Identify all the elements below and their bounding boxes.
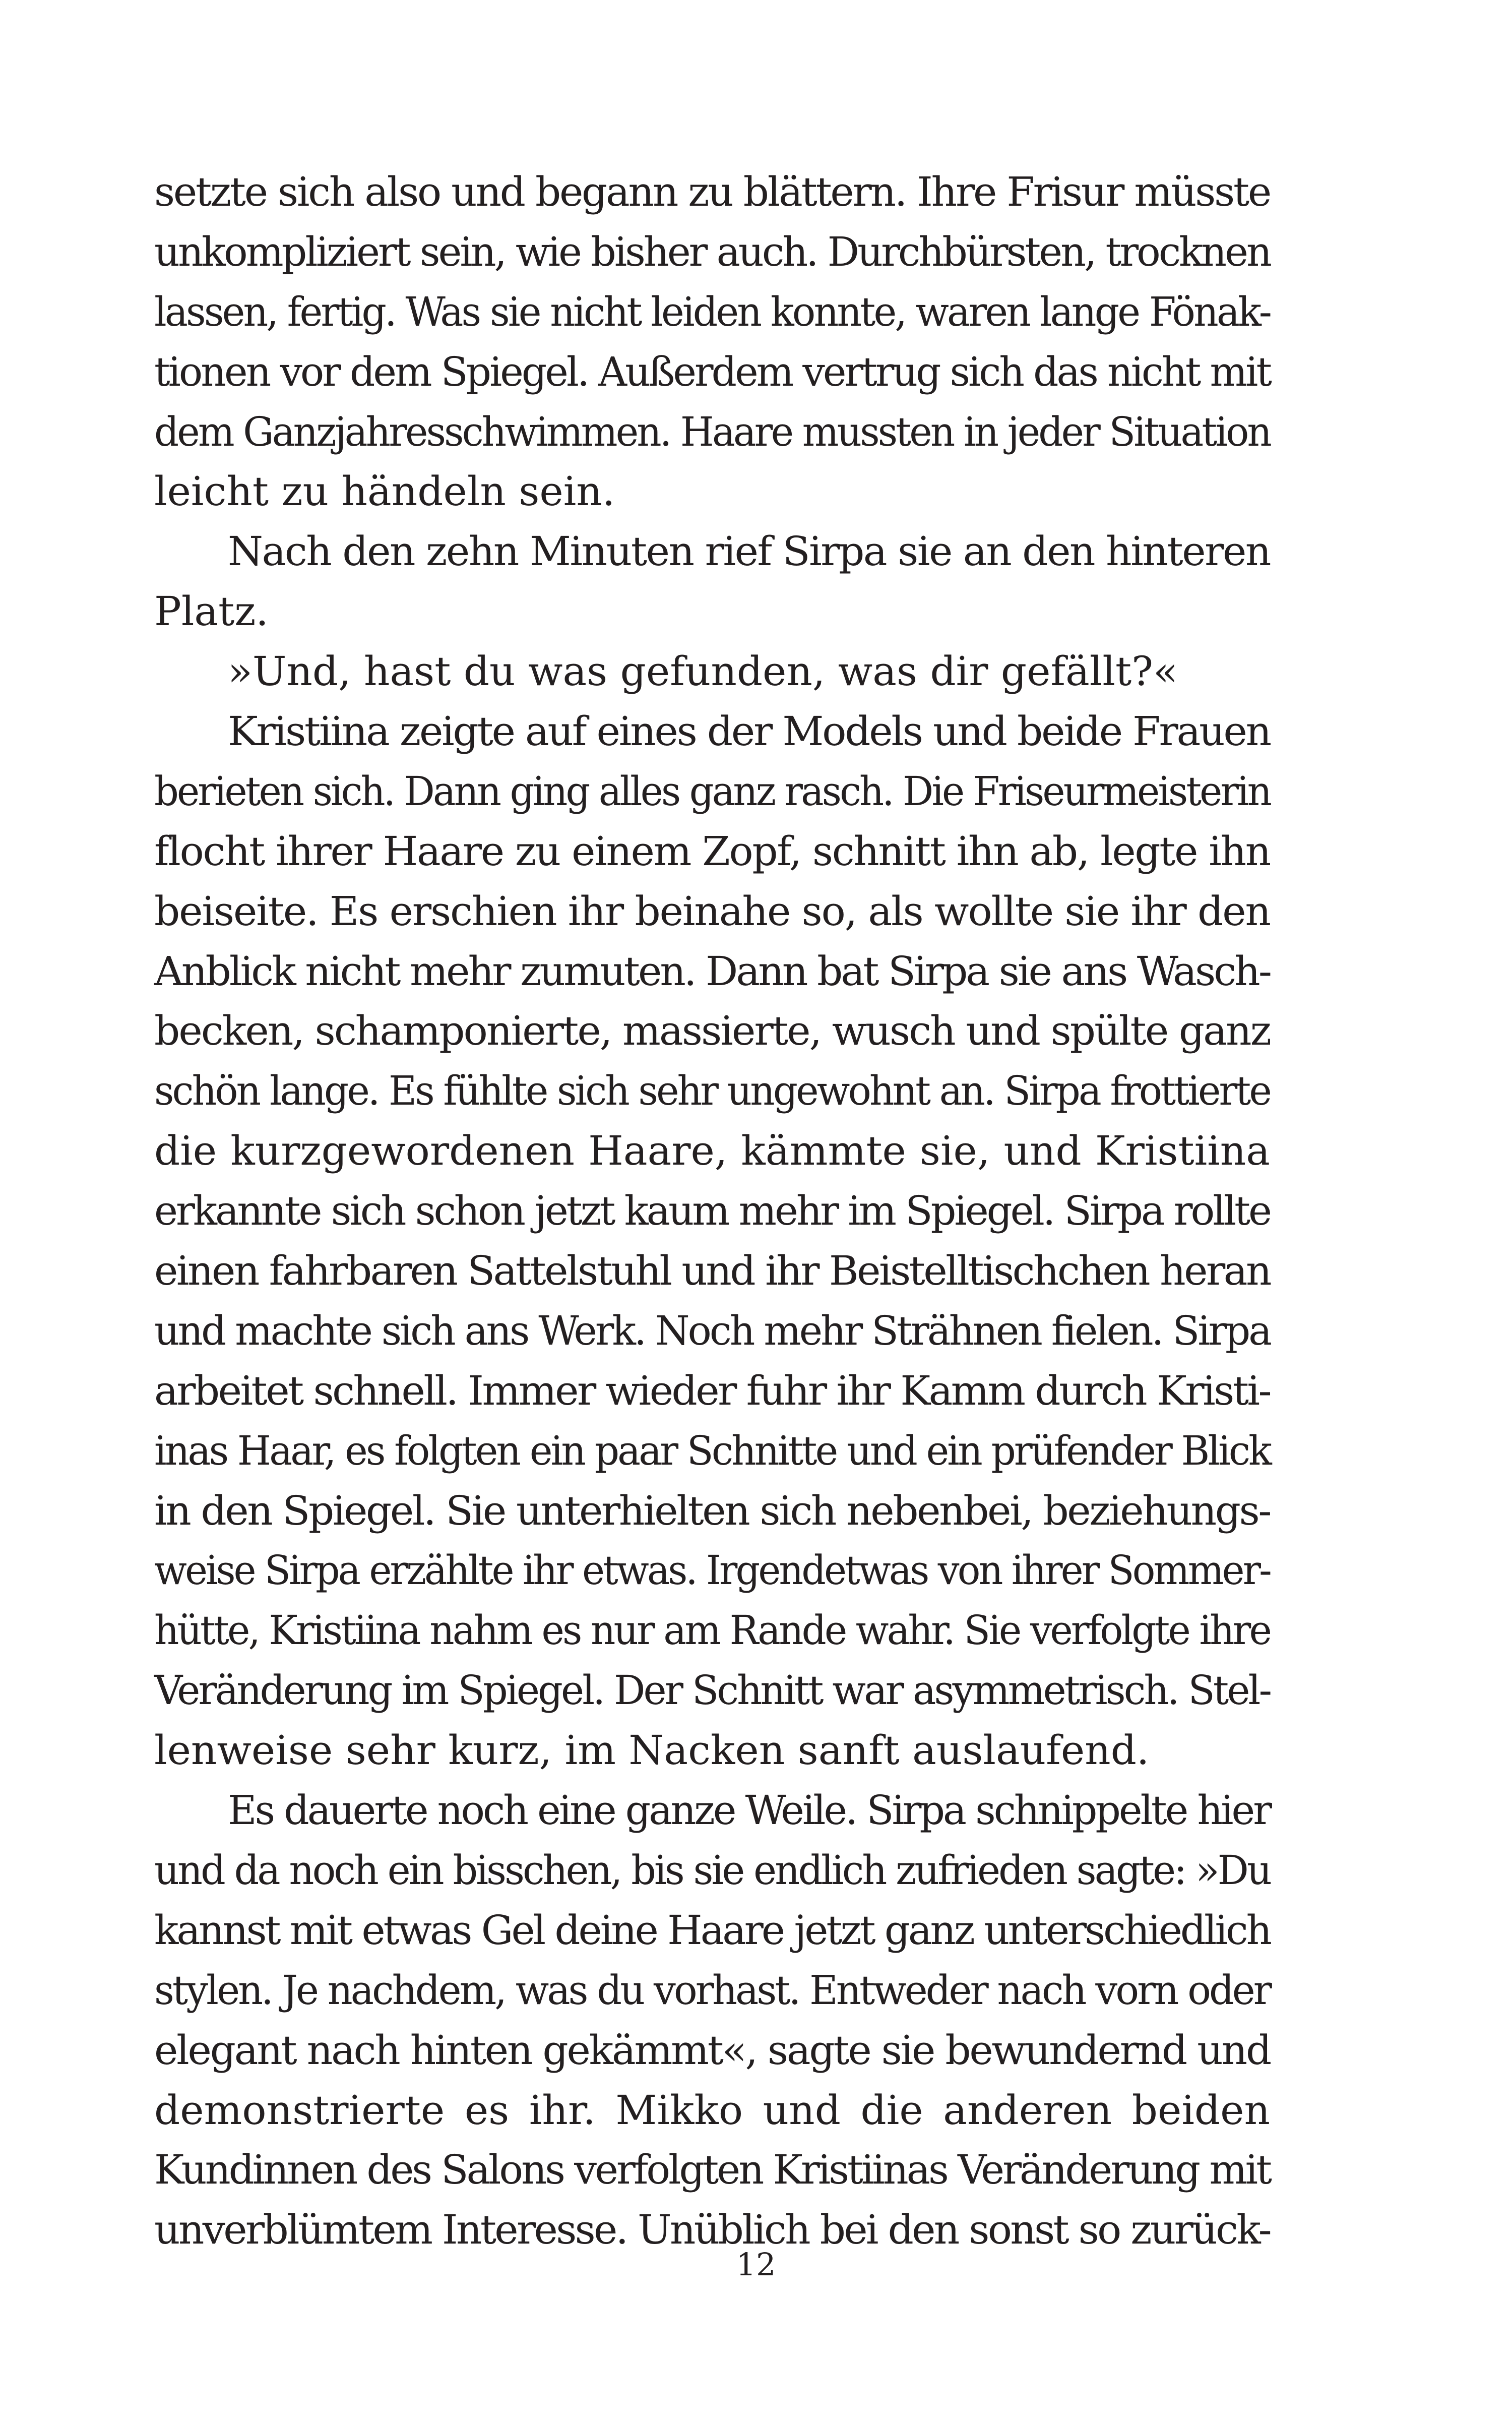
text-line: Platz. xyxy=(154,588,269,635)
text-line: Anblick nicht mehr zumuten. Dann bat Sirpa sie ans Wasch- xyxy=(154,947,1270,995)
text-line: setzte sich also und begann zu blättern. Ihre Frisur müsste xyxy=(154,168,1270,215)
text-line: lassen, fertig. Was sie nicht leiden konnte, waren lange Fönak- xyxy=(154,288,1270,335)
text-line: weise Sirpa erzählte ihr etwas. Irgendetwas von ihrer Sommer- xyxy=(154,1547,1270,1594)
text-line: Kristiina zeigte auf eines der Models und beide Frauen xyxy=(228,708,1270,755)
body-text xyxy=(154,162,1270,2260)
text-line: beiseite. Es erschien ihr beinahe so, als wollte sie ihr den xyxy=(154,887,1270,935)
text-line: flocht ihrer Haare zu einem Zopf, schnitt ihn ab, legte ihn xyxy=(154,827,1270,875)
text-line: Es dauerte noch eine ganze Weile. Sirpa schnippelte hier xyxy=(228,1787,1270,1834)
text-line: becken, schamponierte, massierte, wusch und spülte ganz xyxy=(154,1007,1270,1055)
text-line: stylen. Je nachdem, was du vorhast. Entweder nach vorn oder xyxy=(154,1966,1270,2014)
text-line: inas Haar, es folgten ein paar Schnitte und ein prüfender Blick xyxy=(154,1427,1270,1474)
text-line: unkompliziert sein, wie bisher auch. Durchbürsten, trocknen xyxy=(154,228,1270,275)
text-line: dem Ganzjahresschwimmen. Haare mussten in jeder Situation xyxy=(154,408,1270,455)
page-number: 12 xyxy=(736,2246,776,2283)
text-line: erkannte sich schon jetzt kaum mehr im Spiegel. Sirpa rollte xyxy=(154,1187,1270,1235)
text-line: einen fahrbaren Sattelstuhl und ihr Beistelltischchen heran xyxy=(154,1247,1270,1295)
text-line: elegant nach hinten gekämmt«, sagte sie bewundernd und xyxy=(154,2026,1270,2074)
text-line: Kundinnen des Salons verfolgten Kristiinas Veränderung mit xyxy=(154,2146,1270,2194)
text-line: in den Spiegel. Sie unterhielten sich nebenbei, beziehungs- xyxy=(154,1487,1270,1534)
text-line: berieten sich. Dann ging alles ganz rasch. Die Friseurmeisterin xyxy=(154,767,1270,815)
text-line: kannst mit etwas Gel deine Haare jetzt ganz unterschiedlich xyxy=(154,1906,1270,1954)
text-line: schön lange. Es fühlte sich sehr ungewohnt an. Sirpa frottierte xyxy=(154,1067,1270,1115)
text-line: Veränderung im Spiegel. Der Schnitt war asymmetrisch. Stel- xyxy=(154,1667,1270,1714)
text-line: arbeitet schnell. Immer wieder fuhr ihr Kamm durch Kristi- xyxy=(154,1367,1270,1414)
text-line: die kurzgewordenen Haare, kämmte sie, und Kristiina xyxy=(154,1127,1270,1175)
text-line: und da noch ein bisschen, bis sie endlich zufrieden sagte: »Du xyxy=(154,1846,1270,1894)
text-line: tionen vor dem Spiegel. Außerdem vertrug sich das nicht mit xyxy=(154,348,1270,395)
text-line: lenweise sehr kurz, im Nacken sanft auslaufend. xyxy=(154,1727,1150,1774)
text-line: leicht zu händeln sein. xyxy=(154,468,615,515)
text-line: hütte, Kristiina nahm es nur am Rande wahr. Sie verfolgte ihre xyxy=(154,1607,1270,1654)
text-line: und machte sich ans Werk. Noch mehr Strähnen fielen. Sirpa xyxy=(154,1307,1270,1354)
text-line: unverblümtem Interesse. Unüblich bei den sonst so zurück- xyxy=(154,2206,1270,2254)
text-line: »Und, hast du was gefunden, was dir gefällt?« xyxy=(228,648,1178,695)
text-line: demonstrierte es ihr. Mikko und die anderen beiden xyxy=(154,2086,1270,2134)
text-line: Nach den zehn Minuten rief Sirpa sie an den hinteren xyxy=(228,528,1270,575)
